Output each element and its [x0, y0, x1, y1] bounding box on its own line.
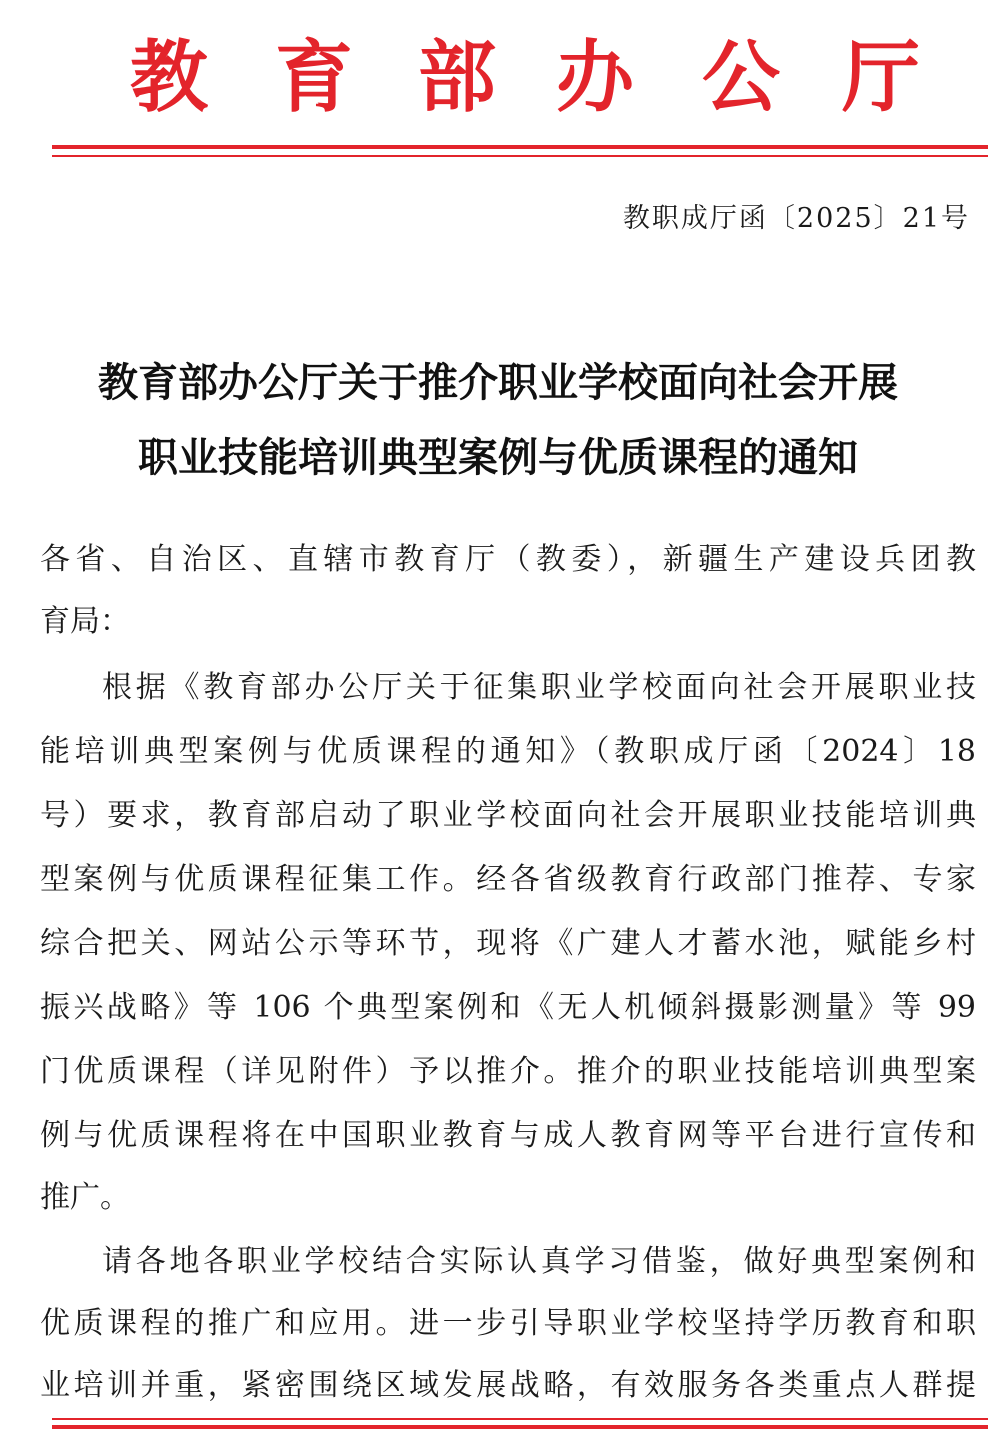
- paragraph-1-line-2: 能培训典型案例与优质课程的通知》（教职成厅函〔2024〕18: [40, 734, 976, 769]
- document-number: 教职成厅函〔2025〕21号: [622, 203, 970, 234]
- header-rule-thin: [52, 155, 988, 157]
- masthead-char-1: 教: [130, 32, 209, 123]
- document-title-line-2: 职业技能培训典型案例与优质课程的通知: [138, 435, 858, 481]
- paragraph-1-line-4: 型案例与优质课程征集工作。经各省级教育行政部门推荐、专家: [40, 862, 976, 897]
- paragraph-1-line-8: 例与优质课程将在中国职业教育与成人教育网等平台进行宣传和: [40, 1118, 976, 1153]
- paragraph-1-line-7: 门优质课程（详见附件）予以推介。推介的职业技能培训典型案: [40, 1054, 976, 1089]
- paragraph-1-line-9: 推广。: [40, 1180, 130, 1215]
- masthead-char-4: 办: [556, 32, 635, 123]
- masthead-char-3: 部: [418, 32, 497, 123]
- masthead-char-2: 育: [275, 32, 354, 123]
- footer-rule-thin: [52, 1418, 988, 1420]
- masthead: [0, 28, 996, 128]
- paragraph-1-line-5: 综合把关、网站公示等环节，现将《广建人才蓄水池，赋能乡村: [40, 926, 976, 961]
- masthead-char-5: 公: [702, 32, 781, 123]
- document-title-line-1: 教育部办公厅关于推介职业学校面向社会开展: [98, 360, 898, 406]
- paragraph-1-line-1: 根据《教育部办公厅关于征集职业学校面向社会开展职业技: [102, 670, 976, 705]
- footer-rule-thick: [52, 1425, 988, 1429]
- salutation-line-2: 育局：: [40, 604, 130, 639]
- paragraph-2-line-1: 请各地各职业学校结合实际认真学习借鉴，做好典型案例和: [102, 1244, 976, 1279]
- paragraph-1-line-3: 号）要求，教育部启动了职业学校面向社会开展职业技能培训典: [40, 798, 976, 833]
- salutation-line-1: 各省、自治区、直辖市教育厅（教委），新疆生产建设兵团教: [40, 542, 976, 577]
- paragraph-1-line-6: 振兴战略》等 106 个典型案例和《无人机倾斜摄影测量》等 99: [40, 990, 976, 1025]
- masthead-char-6: 厅: [842, 32, 921, 123]
- paragraph-2-line-3: 业培训并重，紧密围绕区域发展战略，有效服务各类重点人群提: [40, 1368, 976, 1403]
- header-rule-thick: [52, 145, 988, 149]
- paragraph-2-line-2: 优质课程的推广和应用。进一步引导职业学校坚持学历教育和职: [40, 1306, 976, 1341]
